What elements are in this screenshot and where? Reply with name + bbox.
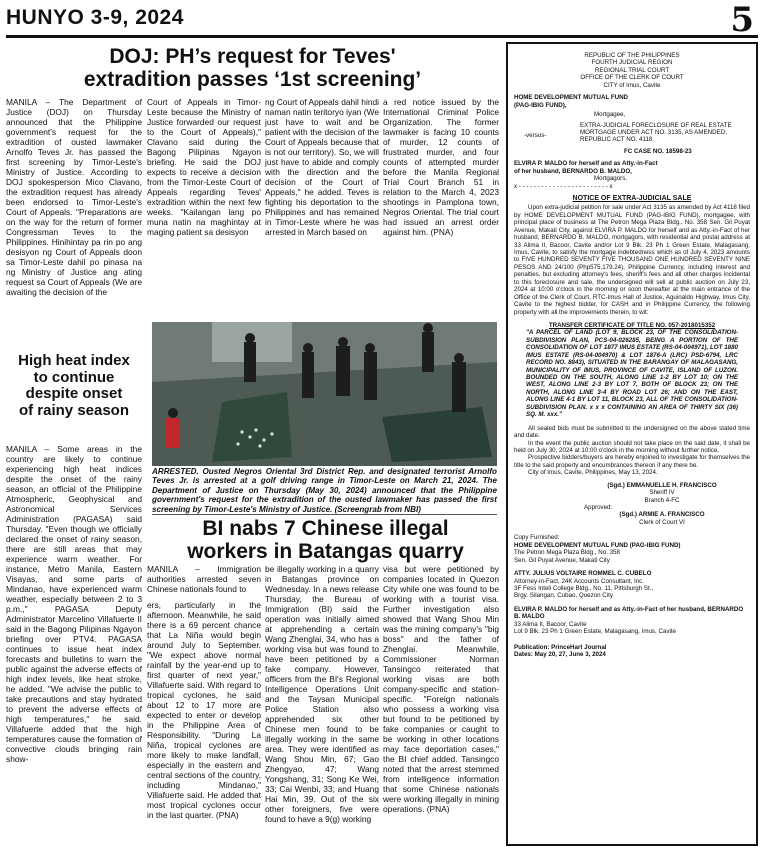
cf-pagibig-name: HOME DEVELOPMENT MUTUAL FUND (PAG-IBIG FUND) [514, 541, 681, 549]
clerk-signature [514, 511, 750, 526]
cf-attorney-addr: 3F Fess Inteli College Bldg., No. 11, Pittsburgh St., [514, 584, 654, 592]
publication: Publication: PrinceHart Journal [514, 643, 607, 651]
caption-divider [152, 514, 497, 515]
sheriff-title: Sheriff IV [649, 489, 675, 497]
publication-dates: Dates: May 20, 27, June 3, 2024 [514, 651, 606, 659]
headline-teves-line1: DOJ: PH’s request for Teves' [109, 45, 396, 68]
court-line: REPUBLIC OF THE PHILIPPINES [584, 52, 680, 59]
cf-mortgagor-addr: Lot 9 Blk. 23 Ph 1 Green Estate, Malagasang, Imus, Cavite [514, 628, 676, 636]
legal-notice-box [506, 42, 758, 846]
teves-text-3: ng Court of Appeals dahil hindi naman natin teritoryo iyan (We just have to wait and be patient with the decision of the Court of Appeals because that is not our territory). So, we will just have to abide and comply with the direction and the decision of the Court of Appeals," he added. Teves is fighting his deportation to the Philippines and has remained in Timor-Leste where he was arrested in March based on [265, 97, 379, 237]
court-line: REGIONAL TRIAL COURT [594, 66, 670, 74]
bi-text-2: be illegally working in a quarry in Batangas province on Wednesday. In a news release Thursday, the Bureau of Immigration (BI) said the operation was initially aimed at apprehending a certain Wang Zhenglai, 34, who has a working visa but was found to have been petitioned by a fake company. However, officers from the BI's Regional Intelligence Operations Unit and the Taysan Municipal Police Station also apprehended six other Chinese men found to be illegally working in the same area. They were identified as Wang Shou Min, 67; Gao Zhengyao, 47; Wang Yongshang, 31; Song Ke Wei, 33; Cai Wenbi, 33; and Huang Hai Min, 39. Out of the six other foreigners, five were found to have a 9(g) working [265, 564, 379, 824]
heat-column-1 [6, 444, 142, 844]
news-area [6, 44, 499, 846]
bi-column-2 [265, 564, 379, 844]
bi-headline-line1: BI nabs 7 Chinese illegal [202, 517, 449, 540]
headline-bi [152, 518, 499, 563]
copy-furnished-label: Copy Furnished: [514, 534, 560, 542]
case-number: FC CASE NO. 18598-23 [624, 147, 692, 155]
teves-column-4 [383, 97, 499, 319]
cf-mortgagor-addr: 33 Alima II, Bacoor, Cavite [514, 620, 587, 628]
mortgagee-label: Mortgagee, [594, 111, 626, 119]
cf-pagibig-addr: Sen. Gil Puyat Avenue, Makati City [514, 556, 610, 564]
plaintiff-name: HOME DEVELOPMENT MUTUAL FUND (PAG-IBIG FUND), [514, 94, 629, 109]
headline-heat-index [6, 353, 142, 419]
bi-column-3 [383, 564, 499, 844]
cf-attorney-addr: Attorney-in-Fact, 24K Accounts Consultant, Inc. [514, 577, 645, 585]
defendant-name: ELVIRA P. MALDO for herself and as Atty.-in-Fact of her husband, BERNARDO B. MALDO, [514, 160, 658, 175]
case-row [514, 122, 750, 144]
headline-teves [6, 46, 499, 91]
notice-body-3: In the event the public auction should not take place on the said date, it shall be held on July 30, 2024 at 10:00 o'clock in the morning without further notice. [514, 439, 750, 454]
page-number: 5 [730, 0, 754, 40]
bi-column-1 [147, 564, 261, 844]
clerk-name: (Sgd.) ARMIE A. FRANCISCO [619, 511, 705, 519]
clerk-title: Clerk of Court VI [639, 518, 685, 526]
bi-text-intro: MANILA – Immigration authorities arrested seven Chinese nationals found to [147, 564, 261, 594]
case-divider: x - - - - - - - - - - - - - - - - - - - - - - - - x [514, 182, 613, 190]
heat-headline-line1: High heat index [18, 352, 130, 369]
notice-body-1: Upon extra-judicial petition for sale under Act 3135 as amended by Act 4118 filed by HOME DEVELOPMENT MUTUAL FUND (PAG-IBIG FUND), mortgagee, with principal place of business at The Petron Mega Plaza Bldg., No. 358 Sen. Gil Puyat Avenue, Makati City, against ELVIRA P. MALDO for herself and as Atty.-in-Fact of her husband, BERNARDO B. MALDO, mortgagors, with residential and postal address at 33 Alima II, Bacoor, Cavite and/or Lot 9 Blk. 23 Ph 1 Green Estate, Malagasang, Imus, Cavite, to satisfy the mortgage indebtedness which as of July 4, 2023 amounts to FIVE HUNDRED SEVENTY FIVE THOUSAND ONE HUNDRED SEVENTY NINE PESOS AND 24/100 (Php575,179.24), Philippine Currency, including interest and penalties, but excluding attorney's fees, sheriff's fees and all other charges incidental to this foreclosure and sale, the undersigned will sell at public auction on July 23, 2024 at 10:00 o'clock in the morning or soon thereafter at the main entrance of the Office of the Clerk of Court, RTC-Imus Hall of Justice, Aguinaldo Highway, Imus City, Cavite to the highest bidder, for CASH and in Philippine Currency, the following property with all the improvements therein, to wit: [514, 204, 750, 316]
teves-text-1: MANILA – The Department of Justice (DOJ) on Thursday announced that the Philippine government's request for the extradition of ousted lawmaker Arnolfo Teves Jr. has passed the first screening by Timor-Leste's Ministry of Justice. According to DOJ spokesperson Mico Clavano, the extradition request has already been endorsed to Timor-Leste's Court of Appeals. "Preparations are on the way for the return of former Congressman Teves to the Philippines. Hinihintay pa rin po ang desisyon ng Court of Appeals doon sa Timor-Leste dahil po pinasa na ng Ministry of Justice ang ating request sa Court of Appeals (We are awaiting the decision of the [6, 97, 142, 297]
notice-title: NOTICE OF EXTRA-JUDICIAL SALE [572, 195, 692, 202]
tct-number: TRANSFER CERTIFICATE OF TITLE NO. 057-2018015352 [548, 321, 716, 329]
teves-text-2: Court of Appeals in Timor-Leste because the Ministry of Justice forwarded our request to the Court of Appeals)," Clavano said during the Bagong Pilipinas Ngayon briefing. He said the DOJ expects to receive a decision from the Timor-Leste Court of Appeals regarding Teves' extradition within the next few weeks. "Kailangan lang po muna natin na maghintay at maging patient sa desisyon [147, 97, 261, 237]
issue-date: HUNYO 3-9, 2024 [6, 6, 184, 29]
court-header [514, 52, 750, 89]
approved-label: Approved: [584, 504, 613, 512]
heat-headline-line2: to continue [33, 368, 115, 386]
photo-caption: ARRESTED. Ousted Negros Oriental 3rd District Rep. and designated terrorist Arnolfo Teves Jr. is arrested at a golf driving range in Timor-Leste on March 21, 2024. The Department of Justice on Thursday (May 30, 2024) announced that the Philippine government's request for the extradition of the ousted lawmaker has passed the first screening by Timor-Leste's Ministry of Justice. (Screengrab from NBI) [152, 467, 497, 514]
notice-body-2: All sealed bids must be submitted to the undersigned on the above stated time and date. [514, 424, 750, 440]
case-title: EXTRA-JUDICIAL FORECLOSURE OF REAL ESTATE MORTGAGE UNDER ACT NO. 3135, AS AMENDED, REPUBLIC ACT NO. 4118 [580, 121, 732, 144]
mortgagors-label: Mortgagors. [594, 175, 628, 183]
cf-pagibig-addr: The Petron Mega Plaza Bldg., No. 358 [514, 549, 620, 557]
headline-teves-line2: extradition passes ‘1st screening’ [83, 67, 422, 91]
arrest-photo [152, 322, 497, 466]
versus-label: -versus- [524, 131, 547, 139]
heat-text-1: MANILA – Some areas in the country are likely to continue experiencing high heat indices despite the onset of the rainy season, an official of the Philippine Atmospheric, Geophysical and Astronomical Services Administration (PAGASA) said Thursday. "Even though we officially declared the onset of rainy season, there are still areas that may experience warm weather. For instance, Metro Manila, Eastern Visayas, and some parts of Mindanao, have experienced warm weather, especially between 2 to 3 p.m.," PAGASA Deputy Administrator Marcelino Villafuerte II said in the Bagong Pilipinas Ngayon briefing over PTV4. PAGASA continues to issue heat index forecasts and bulletins to warn the public against the adverse effects of high index levels, like heat stroke, he added. "We advise the public to take precautions and stay hydrated to prevent the adverse effects of high temperatures," he said. Villafuerte added that the high temperatures cause the formation of convective clouds bringing rain show- [6, 444, 142, 764]
teves-column-2 [147, 97, 261, 319]
court-line: CITY of Imus, Cavite [603, 81, 661, 89]
bi-headline-line2: workers in Batangas quarry [187, 539, 464, 563]
masthead [6, 0, 758, 40]
cf-mortgagor-name: ELVIRA P. MALDO for herself and as Atty.-in-Fact of her husband, BERNARDO B. MALDO [514, 605, 744, 621]
legal-notice [514, 52, 750, 658]
heat-headline-line3: despite onset [25, 385, 123, 402]
teves-column-1 [6, 97, 142, 351]
notice-body-4: Prospective bidders/buyers are hereby enjoined to investigate for themselves the title to the said property and encumbrances thereon if any there be. [514, 454, 750, 469]
photo-placeholder-icon [152, 322, 497, 466]
heat-headline-line4: of rainy season [18, 401, 130, 419]
cf-attorney-addr: Brgy. Silangan, Cubao, Quezon City [514, 592, 613, 600]
bi-text-3: visa but were petitioned by companies located in Quezon City while one was found to be working with a tourist visa. Further investigation also showed that Wang Shou Min was the mining company's "big boss" and the father of Zhenglai. Meanwhile, Commissioner Norman Tansingco reiterated that working visas are both company-specific and station-specific. "Foreign nationals who possess a working visa but found to be petitioned by fake companies or caught to be working in other locations may face deportation cases," the BI chief added. Tansingco noted that the arrest stemmed from intelligence information that some Chinese nationals were working illegally in mining operations. (PNA) [383, 564, 499, 814]
sheriff-branch: Branch 4-FC [644, 496, 680, 504]
teves-column-3 [265, 97, 379, 319]
teves-text-4: a red notice issued by the International Criminal Police Organization. The former lawmaker is facing 10 counts of murder, 12 counts of frustrated murder, and four counts of attempted murder before the Manila Regional Trial Court Branch 51 in relation to the March 4, 2023 shootings in Pamplona town, Negros Oriental. The trial court had issued an arrest order against him. (PNA) [383, 97, 499, 237]
sheriff-name: (Sgd.) EMMANUELLE H. FRANCISCO [607, 481, 717, 489]
cf-attorney-name: ATTY. JULIUS VOLTAIRE ROMMEL C. CUBELO [514, 570, 652, 578]
court-line: FOURTH JUDICIAL REGION [591, 59, 673, 67]
heat-text-2: ers, particularly in the afternoon. Meanwhile, he said there is a 69 percent chance that La Niña would begin around July to September. "We expect above normal rainfall by the year-end up to first quarter of next year," Villafuerte said. With regard to tropical cyclones, he said about 12 to 17 more are expected to enter or develop in the Philippine Area of Responsibility. "During La Niña, tropical cyclones are more likely to make landfall, especially in the eastern and central sections of the country, including Mindanao," Villafuerte said. He added that most tropical cyclones occur in the last quarter. (PNA) [147, 600, 261, 820]
sheriff-signature [514, 482, 750, 504]
court-line: OFFICE OF THE CLERK OF COURT [580, 74, 684, 82]
tct-description: "A PARCEL OF LAND (LOT 9, BLOCK 23, OF THE CONSOLIDATION-SUBDIVISION PLAN, PCS-04-026285, BEING A PORTION OF THE CONSOLIDATION OF LOT 1877 IMUS ESTATE (RS-04-004971), LOT 1880 IMUS ESTATE (RS-04-004970) & LOT 1876-A (LRC) PSD-6794, LRC RECORD NO. 8843), SITUATED IN THE BARANGAY OF MALAGASANG, MUNICIPALITY OF IMUS, PROVINCE OF CAVITE, ISLAND OF LUZON. BOUNDED ON THE SOUTH, ALONG LINE 1-2 BY LOT 10; ON THE WEST, ALONG LINE 2-3 BY LOT 7, BOTH OF BLOCK 23; ON THE NORTH, ALONG LINE 3-4 BY ROAD LOT 26; AND ON THE EAST, ALONG LINE 4-1 BY LOT 11, BLOCK 23, ALL OF THE CONSOLIDATION-SUBDIVISION PLAN. x x x CONTAINING AN AREA OF THIRTY SIX (36) SQ. M. xxx." [526, 329, 738, 419]
place-date: City of Imus, Cavite, Philippines, May 13, 2024. [528, 469, 658, 477]
